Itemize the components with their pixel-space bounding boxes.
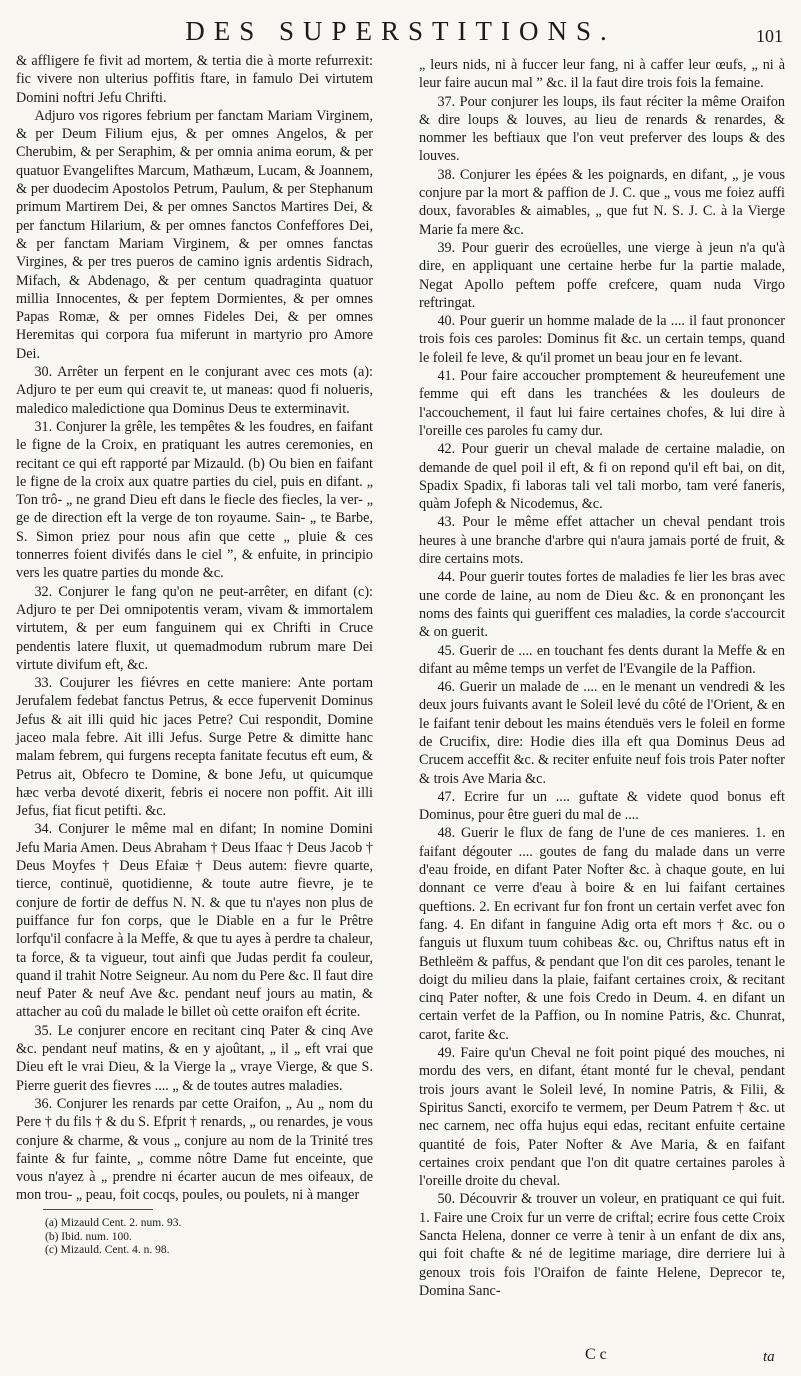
paragraph: 45. Guerir de .... en touchant fes dents durant la Meffe & en difant au même temps un verfet de l'Evangile de la Paffion. [419, 642, 785, 677]
paragraph: 42. Pour guerir un cheval malade de certaine maladie, on demande de quel poil il eft, & fi on repond qu'il eft bai, on dit, Spadix Spadix, fi laboras tali vel tali morbo, tam veré faneris, quàm Jofeph & Nicodemus, &c. [419, 441, 785, 513]
page-number: 101 [756, 26, 783, 46]
paragraph: 31. Conjurer la grêle, les tempêtes & les foudres, en faifant le figne de la Croix, en pratiquant les autres ceremonies, en recitant ce qui eft rapporté par Mizauld. (b) Ou bien en faifant le figne de la croix aux quatre parties du ciel, puis en difant. „ Ton trô- „ ne grand Dieu eft dans le fiecle des fiecles, la ver- „ ge de direction eft la verge de ton royaume. Sain- „ te Barbe, S. Simon priez pour nous afin que cette „ pluie & ces tonnerres foient divifés dans le ciel ”, & enfuite, in principio vers les quatre parties du monde &c. [16, 418, 373, 582]
paragraph: 32. Conjurer le fang qu'on ne peut-arrêter, en difant (c): Adjuro te per Dei omnipotentis veram, vivam & immortalem virtutem, & per eum fanguinem qui ex Chrifti in Cruce pendentis latere fluxit, ut quemadmodum rubrum mare Dei virtute divifum eft, &c. [16, 583, 373, 673]
paragraph: & affligere fe fivit ad mortem, & tertia die à morte refurrexit: fic vivere non ulterius poffitis ftare, in famulo Dei virtutem Domini noftri Jefu Chrifti. [16, 53, 373, 106]
paragraph: 37. Pour conjurer les loups, ils faut réciter la même Oraifon & dire loups & louves, au lieu de renards & renardes, & nommer les beftiaux que l'on veut preferver des loups & des louves. [419, 93, 785, 165]
running-title: DES SUPERSTITIONS. [185, 16, 616, 46]
paragraph: 34. Conjurer le même mal en difant; In nomine Domini Jefu Maria Amen. Deus Abraham † Deus Ifaac † Deus Jacob † Deus Moyfes † Deus Efaiæ † Deus autem: fievre quarte, tierce, continuë, quotidienne, & toute autre fievre, je te conjure de fortir de deffus N. N. & que tu n'ayes non plus de puiffance fur fon corps, que le Diable en a fur le Prêtre lorfqu'il confacre à la Meffe, & que tu ayes à perdre ta chaleur, ta force, & ta vigueur, tout ainfi que Judas perdit fa couleur, quand il trahit Notre Seigneur. Au nom du Pere &c. Il faut dire neuf Pater & neuf Ave &c. pendant neuf jours au matin, & attacher au coû du malade le billet où cette oraifon eft écrite. [16, 821, 373, 1021]
paragraph: Adjuro vos rigores febrium per fanctam Mariam Virginem, & per Deum Filium ejus, & per omnes Angelos, & per Cherubim, & per Seraphim, & per omnia anima eorum, & per quatuor Evangeliftes Marcum, Mathæum, Lucam, & Joannem, & per duodecim Apostolos Petrum, Paulum, & per Stephanum primum Martirem Dei, & per omnes Sanctos Martires Dei, & per fanctum Hilarium, & per omnes fanctos Confeffores Dei, & per fanctam Mariam Virginem, & per omnes fanctas Virgines, & per tres pueros de camino ignis ardentis Sidrach, Mifach, & Abdenago, & per centum quadraginta quatuor millia Innocentes, & per feptem Dormientes, & per omnes Papas Romæ, & per omnes Fideles Dei, & per omnes Heremitas qui corpora fua miferunt in martyrio pro Amore Dei. [16, 107, 373, 362]
paragraph: 33. Coujurer les fiévres en cette maniere: Ante portam Jerufalem fedebat fanctus Petrus, & ecce fupervenit Dominus Jefus & ait illi quid hic jaces Petre? Cui respondit, Domine jaceo mala febre. Ait illi Jefus. Surge Petre & dimitte hanc malam febrem, qui furgens recepta fanitate fecutus eft eum, & Petrus ait, Obfecro te Domine, & bone Jefu, ut quicumque hæc verba devoté dixerit, febris ei nocere non poffit. Ait illi Jefus, fiat ficut petifti. &c. [16, 675, 373, 820]
signature-mark: C c [585, 1346, 607, 1363]
paragraph: 35. Le conjurer encore en recitant cinq Pater & cinq Ave &c. pendant neuf matins, & en y ajoûtant, „ il „ eft vrai que Dieu eft le vrai Dieu, & la Vierge la „ vraye Vierge, & que S. Pierre guerit des fievres .... „ & de toutes autres maladies. [16, 1022, 373, 1094]
footnote-rule [43, 1209, 153, 1210]
paragraph: 30. Arrêter un ferpent en le conjurant avec ces mots (a): Adjuro te per eum qui creavit te, ut maneas: quod fi nolueris, maledico maledictione qua Dominus Deus te exterminavit. [16, 364, 373, 417]
footnote: (a) Mizauld Cent. 2. num. 93. [45, 1217, 182, 1229]
paragraph: 47. Ecrire fur un .... guftate & videte quod bonus eft Dominus, pour être gueri du mal de .... [419, 788, 785, 824]
footnotes [45, 1217, 375, 1258]
footnote: (c) Mizauld. Cent. 4. n. 98. [45, 1244, 170, 1256]
paragraph: 38. Conjurer les épées & les poignards, en difant, „ je vous conjure par la mort & paffion de J. C. que „ vous me foiez auffi doux, favorables & aimables, „ que fut N. S. J. C. à la Vierge Marie fa mere &c. [419, 166, 785, 238]
paragraph: 46. Guerir un malade de .... en le menant un vendredi & les deux jours fuivants avant le Soleil levé du côté de l'Orient, & en le faifant tenir debout les mains étenduës vers le foleil en forme de Crucifix, dire: Hodie dies illa eft qua Dominus Deus ad Crucem acceffit &c. & reciter enfuite neuf fois trois Pater nofter & trois Ave Maria &c. [419, 679, 785, 787]
paragraph: 36. Conjurer les renards par cette Oraifon, „ Au „ nom du Pere † du fils † & du S. Efprit † renards, „ ou renardes, je vous conjure & charme, & vous „ conjure au nom de la Trinité tres fainte & fur fainte, „ comme nôtre Dame fut enceinte, que vous n'ayez à „ prendre ni écarter aucun de mes oifeaux, de mon trou- „ peau, foit cocqs, poules, ou poulets, ni à manger [16, 1095, 373, 1204]
paragraph: „ leurs nids, ni à fuccer leur fang, ni à caffer leur œufs, „ ni à leur faire aucun mal ” &c. il la faut dire trois fois la femaine. [419, 57, 785, 92]
paragraph: 41. Pour faire accoucher promptement & heureufement une femme qui eft dans les tranchées & les douleurs de l'accouchement, il faut lui faire certaines chofes, & lui dire à l'oreille ces paroles fu camy dur. [419, 368, 785, 439]
right-column [419, 56, 785, 1300]
catchword: ta [763, 1349, 775, 1365]
paragraph: 40. Pour guerir un homme malade de la .... il faut prononcer trois fois ces paroles: Dominus fit &c. un certain temps, quand le foleil fe leve, & qu'il promet un beau jour en fe levant. [419, 313, 785, 366]
paragraph: 44. Pour guerir toutes fortes de maladies fe lier les bras avec une corde de laine, au nom de Dieu &c. & en prononçant les noms des faints qui gueriffent ces maladies, la corde s'accourcit & on guerit. [419, 569, 785, 641]
paragraph: 39. Pour guerir des ecroüelles, une vierge à jeun n'a qu'à dire, en appliquant une certaine herbe fur la partie malade, Negat Apollo peftem poffe crefcere, quam nuda Virgo reftringat. [419, 239, 785, 311]
paragraph: 48. Guerir le flux de fang de l'une de ces manieres. 1. en faifant dégouter .... goutes de fang du malade dans un verre d'eau froide, en difant Pater Nofter &c. à chaque goute, en lui donnant ce verre d'eau à boire & en lui faifant certaines queftions. 2. En ecrivant fur fon front un certain verfet avec fon fang. 4. En difant in fanguine Adig orta eft mors † &c. ou o fanguis ut fluxum tuum cohibeas &c. ou, Chriftus natus eft in Bethleëm & paffus, & pendant que l'on dit ces paroles, tenant le doigt du milieu dans la plaie, faifant certaines croix, & recitant cinq Pater nofter, & une fois Credo in Deum. 4. en difant un certain verfet de la Paffion, ou In nomine Patris, &c. Chunrat, carot, farite &c. [419, 825, 785, 1043]
left-column [16, 52, 373, 1205]
running-head [0, 14, 801, 48]
paragraph: 50. Découvrir & trouver un voleur, en pratiquant ce qui fuit. 1. Faire une Croix fur un verre de criftal; ecrire fous cette Croix Sancta Helena, donner ce verre à tenir à un enfant de dix ans, qui foit chafte & né de legitime mariage, dire derriere lui à genoux trois fois l'Oraifon de fainte Helene, Deprecor te, Domina Sanc- [419, 1191, 785, 1299]
paragraph: 43. Pour le même effet attacher un cheval pendant trois heures à une branche d'arbre qui n'aura jamais porté de fruit, & dire certains mots. [419, 514, 785, 568]
footnote: (b) Ibid. num. 100. [45, 1230, 132, 1243]
paragraph: 49. Faire qu'un Cheval ne foit point piqué des mouches, ni mordu des vers, en difant, étant monté fur le cheval, pendant trois jours avant le Soleil levé, In nomine Patris, & Filii, & Spiritus Sancti, exorcifo te vermem, per Deum Patrem † &c. ut nec carnem, nec offa hujus equi edas, recitant enfuite certaine quantité de fois, Pater Nofter & Ave Maria, & en faifant certaines croix pendant que l'on dit quatre certaines paroles à l'oreille droite du cheval. [419, 1045, 785, 1190]
